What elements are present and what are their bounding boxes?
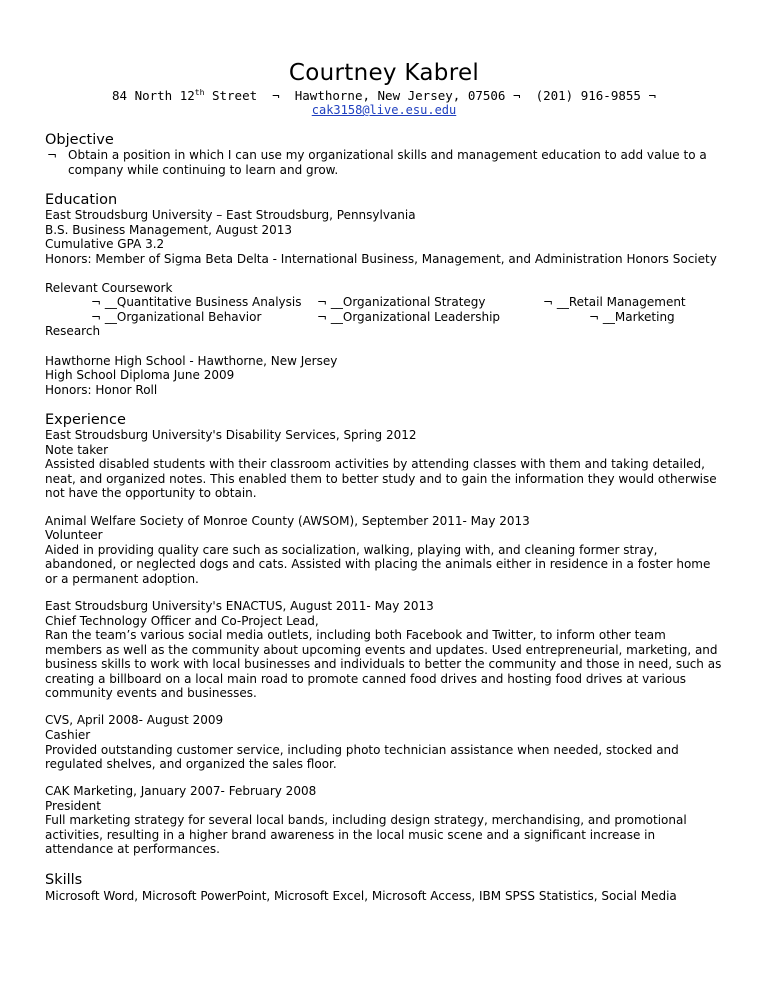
skills-line: Microsoft Word, Microsoft PowerPoint, Microsoft Excel, Microsoft Access, IBM SPSS Statistics, Social Media	[45, 889, 677, 903]
course-item: ¬ __Organizational Strategy	[317, 295, 486, 309]
education-line: Honors: Member of Sigma Beta Delta - International Business, Management, and Administration Honors Society	[45, 252, 717, 266]
street-text: 84 North 12	[112, 88, 195, 103]
contact-line	[0, 88, 768, 103]
experience-heading: Experience	[45, 412, 126, 428]
street-ordinal: th	[194, 87, 205, 97]
job-desc-line: community events and businesses.	[45, 686, 257, 700]
objective-text-line: Obtain a position in which I can use my organizational skills and management education to add value to a	[68, 148, 707, 162]
job-desc-line: abandoned, or neglected dogs and cats. Assisted with placing the animals either in residence in a foster home	[45, 557, 711, 571]
skills-heading: Skills	[45, 872, 83, 888]
job-desc-line: attendance at performances.	[45, 842, 220, 856]
job-role: President	[45, 799, 101, 813]
job-desc-line: activities, resulting in a higher brand awareness in the local music scene and a significant increase in	[45, 828, 656, 842]
job-role: Volunteer	[45, 528, 103, 542]
job-desc-line: creating a billboard on a local main road to promote canned food drives and hosting food drives at various	[45, 672, 687, 686]
job-desc-line: not have the opportunity to obtain.	[45, 486, 257, 500]
job-role: Chief Technology Officer and Co-Project Lead,	[45, 614, 319, 628]
job-desc-line: or a permanent adoption.	[45, 572, 199, 586]
job-desc-line: members as well as the community about upcoming events and updates. Used entrepreneurial, marketing, and	[45, 643, 718, 657]
coursework-label: Relevant Coursework	[45, 281, 173, 295]
high-school-line: Honors: Honor Roll	[45, 383, 158, 397]
education-line: East Stroudsburg University – East Stroudsburg, Pennsylvania	[45, 208, 416, 222]
high-school-line: Hawthorne High School - Hawthorne, New Jersey	[45, 354, 338, 368]
course-wrap: Research	[45, 324, 101, 338]
education-heading: Education	[45, 192, 118, 208]
job-role: Cashier	[45, 728, 91, 742]
job-desc-line: Full marketing strategy for several local bands, including design strategy, merchandising, and promotional	[45, 813, 687, 827]
job-desc-line: Ran the team’s various social media outlets, including both Facebook and Twitter, to inform other team	[45, 628, 666, 642]
candidate-name: Courtney Kabrel	[288, 60, 480, 86]
job-desc-line: neat, and organized notes. This enabled them to better study and to gain the information they would otherwise	[45, 472, 717, 486]
job-desc-line: Assisted disabled students with their classroom activities by attending classes with them and taking detailed,	[45, 457, 705, 471]
course-item: ¬ __Marketing	[589, 310, 675, 324]
job-role: Note taker	[45, 443, 109, 457]
course-item: ¬ __Organizational Behavior	[91, 310, 262, 324]
job-org: East Stroudsburg University's ENACTUS, August 2011- May 2013	[45, 599, 434, 613]
job-org: CAK Marketing, January 2007- February 2008	[45, 784, 317, 798]
course-item: ¬ __Retail Management	[543, 295, 686, 309]
course-item: ¬ __Quantitative Business Analysis	[91, 295, 302, 309]
job-desc-line: business skills to work with local businesses and individuals to better the community and those in need, such as	[45, 657, 722, 671]
contact-rest: Street ¬ Hawthorne, New Jersey, 07506 ¬ (201) 916-9855 ¬	[204, 88, 656, 103]
email-link[interactable]: cak3158@live.esu.edu	[311, 103, 457, 117]
course-item: ¬ __Organizational Leadership	[317, 310, 501, 324]
job-desc-line: Aided in providing quality care such as socialization, walking, playing with, and cleaning former stray,	[45, 543, 658, 557]
objective-heading: Objective	[45, 132, 114, 148]
job-desc-line: regulated shelves, and organized the sales floor.	[45, 757, 337, 771]
job-org: Animal Welfare Society of Monroe County (AWSOM), September 2011- May 2013	[45, 514, 530, 528]
job-org: East Stroudsburg University's Disability Services, Spring 2012	[45, 428, 417, 442]
job-desc-line: Provided outstanding customer service, including photo technician assistance when needed, stocked and	[45, 743, 679, 757]
objective-bullet: ¬	[47, 148, 58, 162]
high-school-line: High School Diploma June 2009	[45, 368, 235, 382]
education-line: B.S. Business Management, August 2013	[45, 223, 293, 237]
objective-text-line: company while continuing to learn and grow.	[68, 163, 339, 177]
education-line: Cumulative GPA 3.2	[45, 237, 165, 251]
job-org: CVS, April 2008- August 2009	[45, 713, 224, 727]
